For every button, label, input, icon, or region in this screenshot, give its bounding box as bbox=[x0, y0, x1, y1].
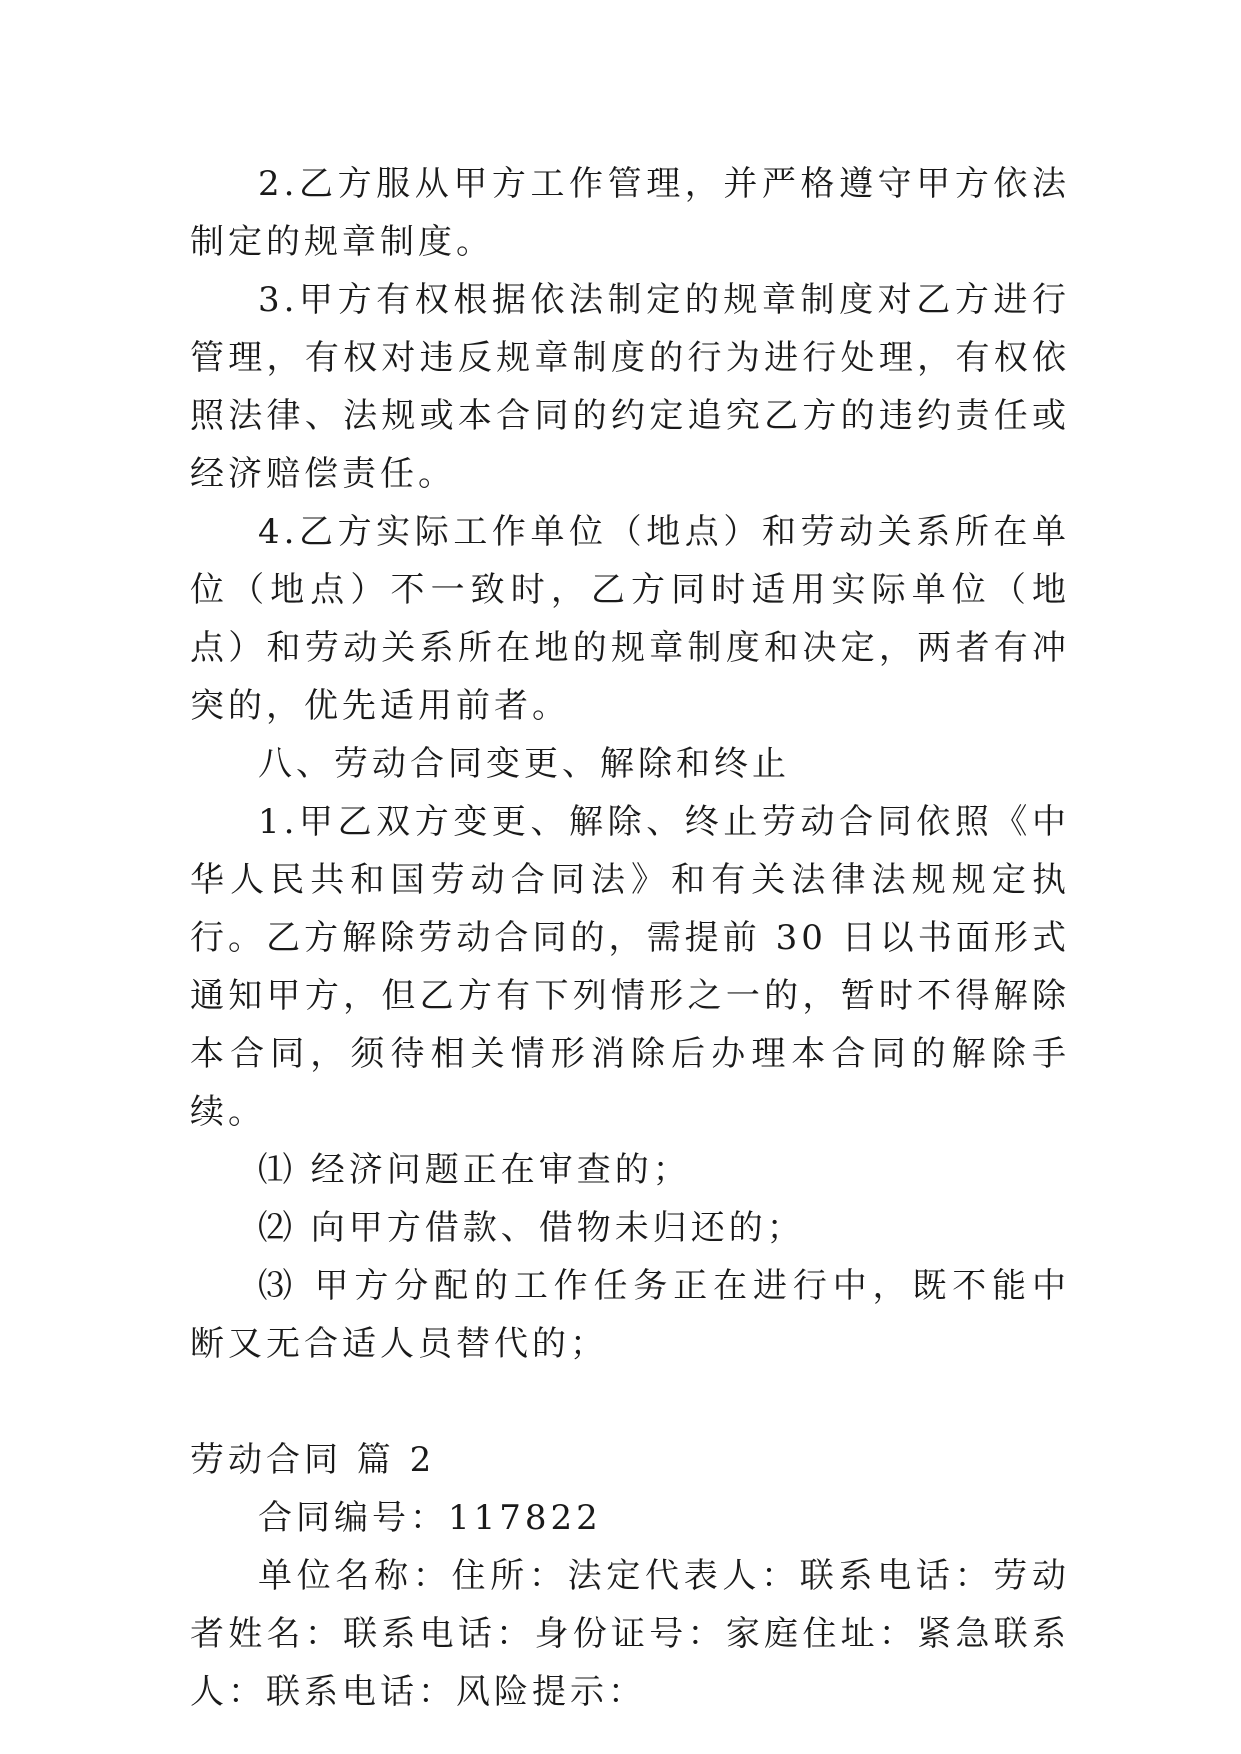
paragraph-clause-2: 2.乙方服从甲方工作管理，并严格遵守甲方依法制定的规章制度。 bbox=[190, 164, 1070, 262]
list-item-1: ⑴ 经济问题正在审查的； bbox=[258, 1150, 691, 1190]
list-item-3: ⑶ 甲方分配的工作任务正在进行中，既不能中断又无合适人员替代的； bbox=[190, 1266, 1070, 1364]
contract-number: 合同编号：117822 bbox=[258, 1498, 602, 1538]
section-heading-eight: 八、劳动合同变更、解除和终止 bbox=[258, 744, 790, 784]
paragraph-clause-3: 3.甲方有权根据依法制定的规章制度对乙方进行管理，有权对违反规章制度的行为进行处理，有权依照法律、法规或本合同的约定追究乙方的违约责任或经济赔偿责任。 bbox=[190, 280, 1070, 494]
list-item-2: ⑵ 向甲方借款、借物未归还的； bbox=[258, 1208, 805, 1248]
document-body bbox=[190, 155, 1070, 1721]
section-spacer bbox=[190, 1373, 1070, 1431]
section-title-part-2: 劳动合同 篇 2 bbox=[190, 1440, 436, 1480]
paragraph-clause-4: 4.乙方实际工作单位（地点）和劳动关系所在单位（地点）不一致时，乙方同时适用实际单位（地点）和劳动关系所在地的规章制度和决定，两者有冲突的，优先适用前者。 bbox=[190, 512, 1070, 726]
party-fields: 单位名称：住所：法定代表人：联系电话：劳动者姓名：联系电话：身份证号：家庭住址：紧急联系人：联系电话：风险提示： bbox=[190, 1556, 1070, 1712]
paragraph-clause-8-1: 1.甲乙双方变更、解除、终止劳动合同依照《中华人民共和国劳动合同法》和有关法律法规规定执行。乙方解除劳动合同的，需提前 30 日以书面形式通知甲方，但乙方有下列情形之一的，暂时不得解除本合同，须待相关情形消除后办理本合同的解除手续。 bbox=[190, 802, 1070, 1132]
